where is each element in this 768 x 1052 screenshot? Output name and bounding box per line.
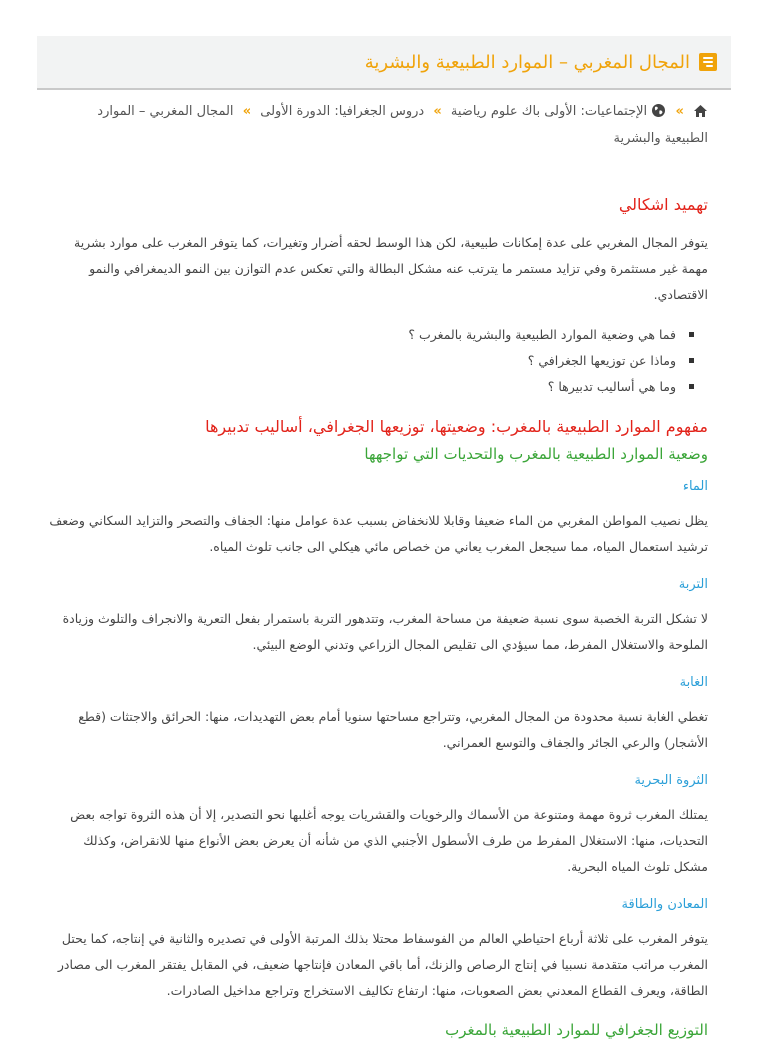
topic-heading-marine: الثروة البحرية	[634, 773, 708, 788]
globe-icon	[651, 103, 666, 127]
topic-heading-minerals: المعادن والطاقة	[621, 897, 708, 912]
question-item: وماذا عن توزيعها الجغرافي ؟	[48, 348, 694, 374]
breadcrumb-item-current: المجال المغربي – الموارد الطبيعية والبشرية	[97, 104, 708, 146]
topic-heading-water: الماء	[682, 479, 708, 494]
topic-heading-soil: التربة	[678, 577, 708, 592]
breadcrumb	[60, 100, 708, 151]
subsection-heading-distribution: التوزيع الجغرافي للموارد الطبيعية بالمغرب	[445, 1021, 708, 1039]
topic-paragraph-water: يظل نصيب المواطن المغربي من الماء ضعيفا وقابلا للانخفاض بسبب عدة عوامل منها: الجفاف والتصحر والتزايد السكاني وضعف ترشيد استعمال المياه، مما سيجعل المغرب يعاني من خصاص مائي هيكلي الى جانب تلوث المياه.	[49, 513, 708, 554]
article-content	[48, 192, 708, 1052]
intro-heading: تهميد اشكالي	[618, 195, 708, 214]
question-list	[48, 322, 708, 400]
question-item: فما هي وضعية الموارد الطبيعية والبشرية بالمغرب ؟	[48, 322, 694, 348]
page-title: المجال المغربي – الموارد الطبيعية والبشرية	[364, 51, 690, 73]
subsection-heading: وضعية الموارد الطبيعية بالمغرب والتحديات التي تواجهها	[364, 445, 708, 463]
breadcrumb-separator: »	[242, 104, 252, 119]
page-title-bar	[37, 36, 731, 90]
intro-paragraph: يتوفر المجال المغربي على عدة إمكانات طبيعية، لكن هذا الوسط لحقه أضرار وتغيرات، كما يتوفر المغرب على موارد بشرية مهمة غير مستثمرة وفي تزايد مستمر ما يترتب عنه مشكل البطالة والتي تعكس عدم التوازن بين النمو الديمغرافي والنمو الاقتصادي.	[74, 235, 708, 302]
section-heading: مفهوم الموارد الطبيعية بالمغرب: وضعيتها، توزيعها الجغرافي، أساليب تدبيرها	[205, 417, 708, 436]
document-icon	[699, 53, 717, 71]
topic-paragraph-forest: تغطي الغابة نسبة محدودة من المجال المغربي، وتتراجع مساحتها سنويا أمام بعض التهديدات، منها: الحرائق والاجتثات (قطع الأشجار) والرعي الجائر والجفاف والتوسع العمراني.	[78, 709, 708, 750]
topic-paragraph-marine: يمتلك المغرب ثروة مهمة ومتنوعة من الأسماك والرخويات والقشريات يوجه أغلبها نحو التصدير، إلا أن هذه الثروة تواجه بعض التحديات، منها: الاستغلال المفرط من طرف الأسطول الأجنبي الذي من شأنه أن يعرض بعض الأنواع منها للانقراض، وكذلك مشكل تلوث المياه البحرية.	[70, 807, 708, 874]
breadcrumb-separator: »	[433, 104, 442, 119]
breadcrumb-separator: »	[675, 104, 684, 119]
topic-heading-forest: الغابة	[679, 675, 708, 690]
breadcrumb-item-course[interactable]: الإجتماعيات: الأولى باك علوم رياضية	[450, 104, 648, 119]
breadcrumb-item-lessons[interactable]: دروس الجغرافيا: الدورة الأولى	[260, 104, 425, 119]
topic-paragraph-soil: لا تشكل التربة الخصبة سوى نسبة ضعيفة من مساحة المغرب، وتتدهور التربة باستمرار بفعل التعرية والانجراف والتلوث وزيادة الملوحة والاستغلال المفرط، مما سيؤدي الى تقليص المجال الزراعي وتدني الوضع البيئي.	[62, 611, 708, 652]
home-icon[interactable]	[693, 103, 708, 127]
topic-paragraph-minerals: يتوفر المغرب على ثلاثة أرباع احتياطي العالم من الفوسفاط محتلا بذلك المرتبة الأولى في تصديره والثانية في إنتاجه، كما يحتل المغرب مراتب متقدمة نسبيا في إنتاج الرصاص والزنك، أما باقي المعادن فإنتاجها ضعيف، في المقابل يفتقر المغرب الى مصادر الطاقة، ويعرف القطاع المعدني بعض الصعوبات، منها: ارتفاع تكاليف الاستخراج وتراجع مداخيل الصادرات.	[57, 931, 708, 998]
question-item: وما هي أساليب تدبيرها ؟	[48, 374, 694, 400]
